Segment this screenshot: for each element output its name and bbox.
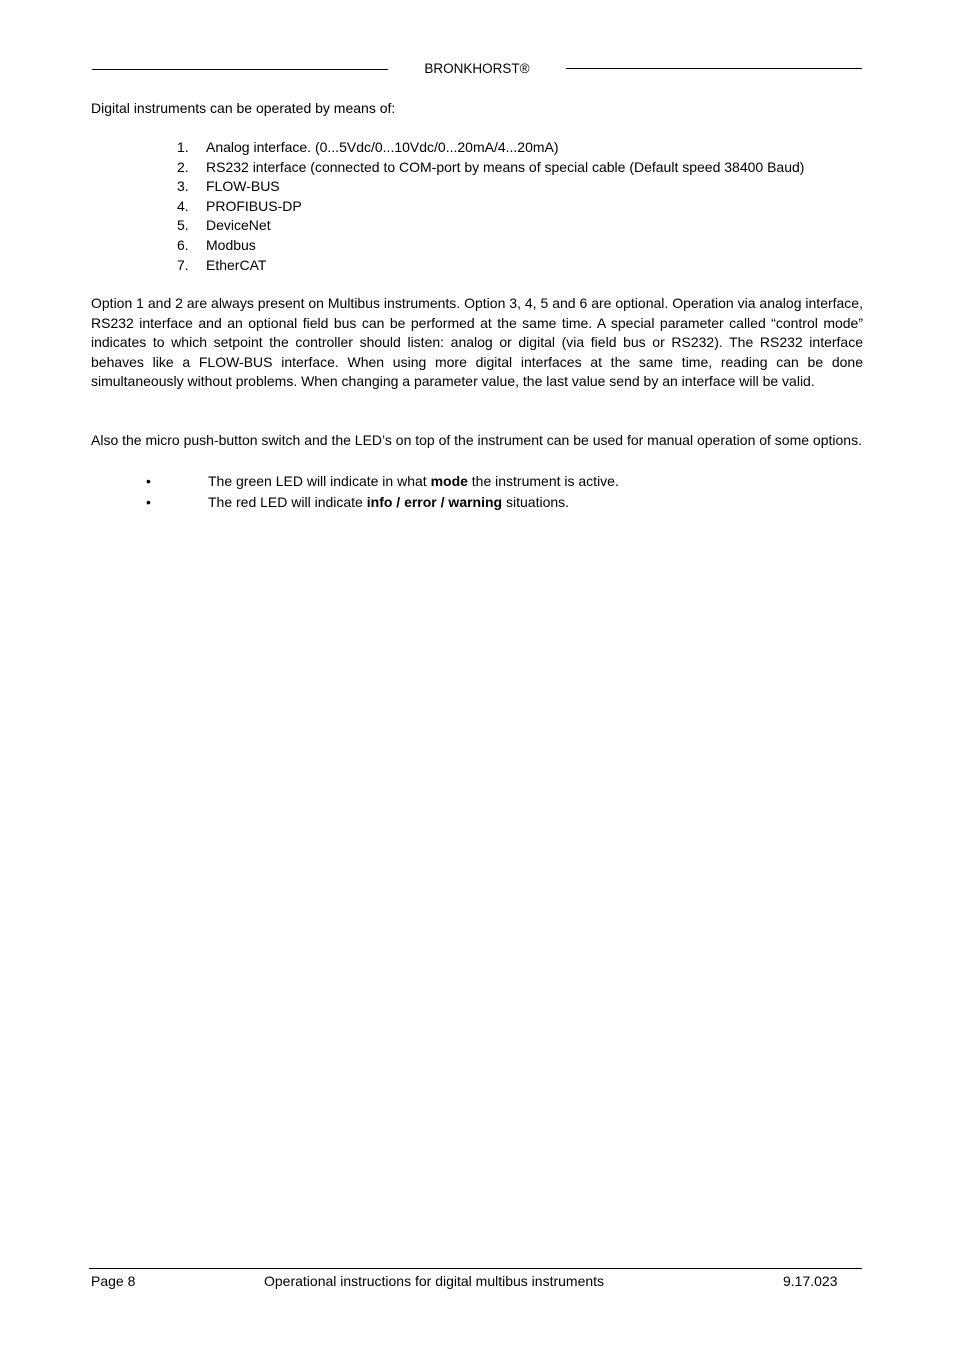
header-rule-left bbox=[92, 69, 388, 70]
list-item bbox=[146, 471, 619, 492]
list-number: 1. bbox=[177, 139, 189, 155]
list-number: 5. bbox=[177, 217, 189, 234]
list-item bbox=[177, 138, 804, 158]
footer-rule bbox=[89, 1268, 862, 1269]
list-item-text: RS232 interface (connected to COM-port by means of special cable (Default speed 38400 Baud) bbox=[206, 158, 805, 175]
list-number: 3. bbox=[177, 178, 189, 195]
list-item bbox=[177, 158, 804, 178]
bullet-text-before: The red LED will indicate bbox=[208, 494, 367, 510]
list-item bbox=[177, 197, 804, 217]
list-item bbox=[177, 216, 804, 236]
list-item-text: EtherCAT bbox=[206, 256, 267, 273]
list-number: 7. bbox=[177, 256, 189, 273]
header-rule-right bbox=[566, 68, 862, 69]
bullet-text-after: the instrument is active. bbox=[467, 473, 619, 489]
bullet-icon: • bbox=[146, 494, 151, 510]
bullet-text-bold: info / error / warning bbox=[366, 494, 503, 510]
bullet-text-after: situations. bbox=[502, 494, 570, 510]
list-number: 4. bbox=[177, 197, 189, 214]
list-item-text: Modbus bbox=[206, 236, 256, 253]
bullet-text-bold: mode bbox=[430, 473, 468, 489]
intro-text: Digital instruments can be operated by means of: bbox=[91, 100, 396, 116]
interface-list bbox=[177, 138, 804, 275]
list-item-text: PROFIBUS-DP bbox=[206, 197, 302, 214]
list-number: 2. bbox=[177, 158, 189, 175]
led-bullet-list bbox=[146, 471, 619, 513]
bullet-text-before: The green LED will indicate in what bbox=[208, 473, 431, 489]
list-item bbox=[177, 177, 804, 197]
options-paragraph: Option 1 and 2 are always present on Multibus instruments. Option 3, 4, 5 and 6 are optional. Operation via analog interface, RS232 interface and an optional field bus can be performed at the same time. A special parameter called “control mode” indicates to which setpoint the controller should listen: analog or digital (via field bus or RS232). The RS232 interface behaves like a FLOW-BUS interface. When using more digital interfaces at the same time, reading can be done simultaneously without problems. When changing a parameter value, the last value send by an interface will be valid. bbox=[91, 295, 863, 390]
list-item bbox=[177, 256, 804, 276]
manual-operation-paragraph: Also the micro push-button switch and the LED’s on top of the instrument can be used for manual operation of some options. bbox=[91, 432, 862, 448]
footer-page-number: Page 8 bbox=[91, 1273, 136, 1289]
list-item bbox=[146, 492, 619, 513]
list-item bbox=[177, 236, 804, 256]
list-item-text: FLOW-BUS bbox=[206, 178, 280, 195]
bullet-icon: • bbox=[146, 473, 151, 489]
list-item-text: Analog interface. (0...5Vdc/0...10Vdc/0...20mA/4...20mA) bbox=[206, 139, 559, 155]
footer-document-title: Operational instructions for digital multibus instruments bbox=[264, 1273, 605, 1289]
footer-document-number: 9.17.023 bbox=[783, 1273, 838, 1289]
header-brand: BRONKHORST® bbox=[424, 61, 530, 76]
list-item-text: DeviceNet bbox=[206, 217, 271, 234]
list-number: 6. bbox=[177, 236, 189, 253]
